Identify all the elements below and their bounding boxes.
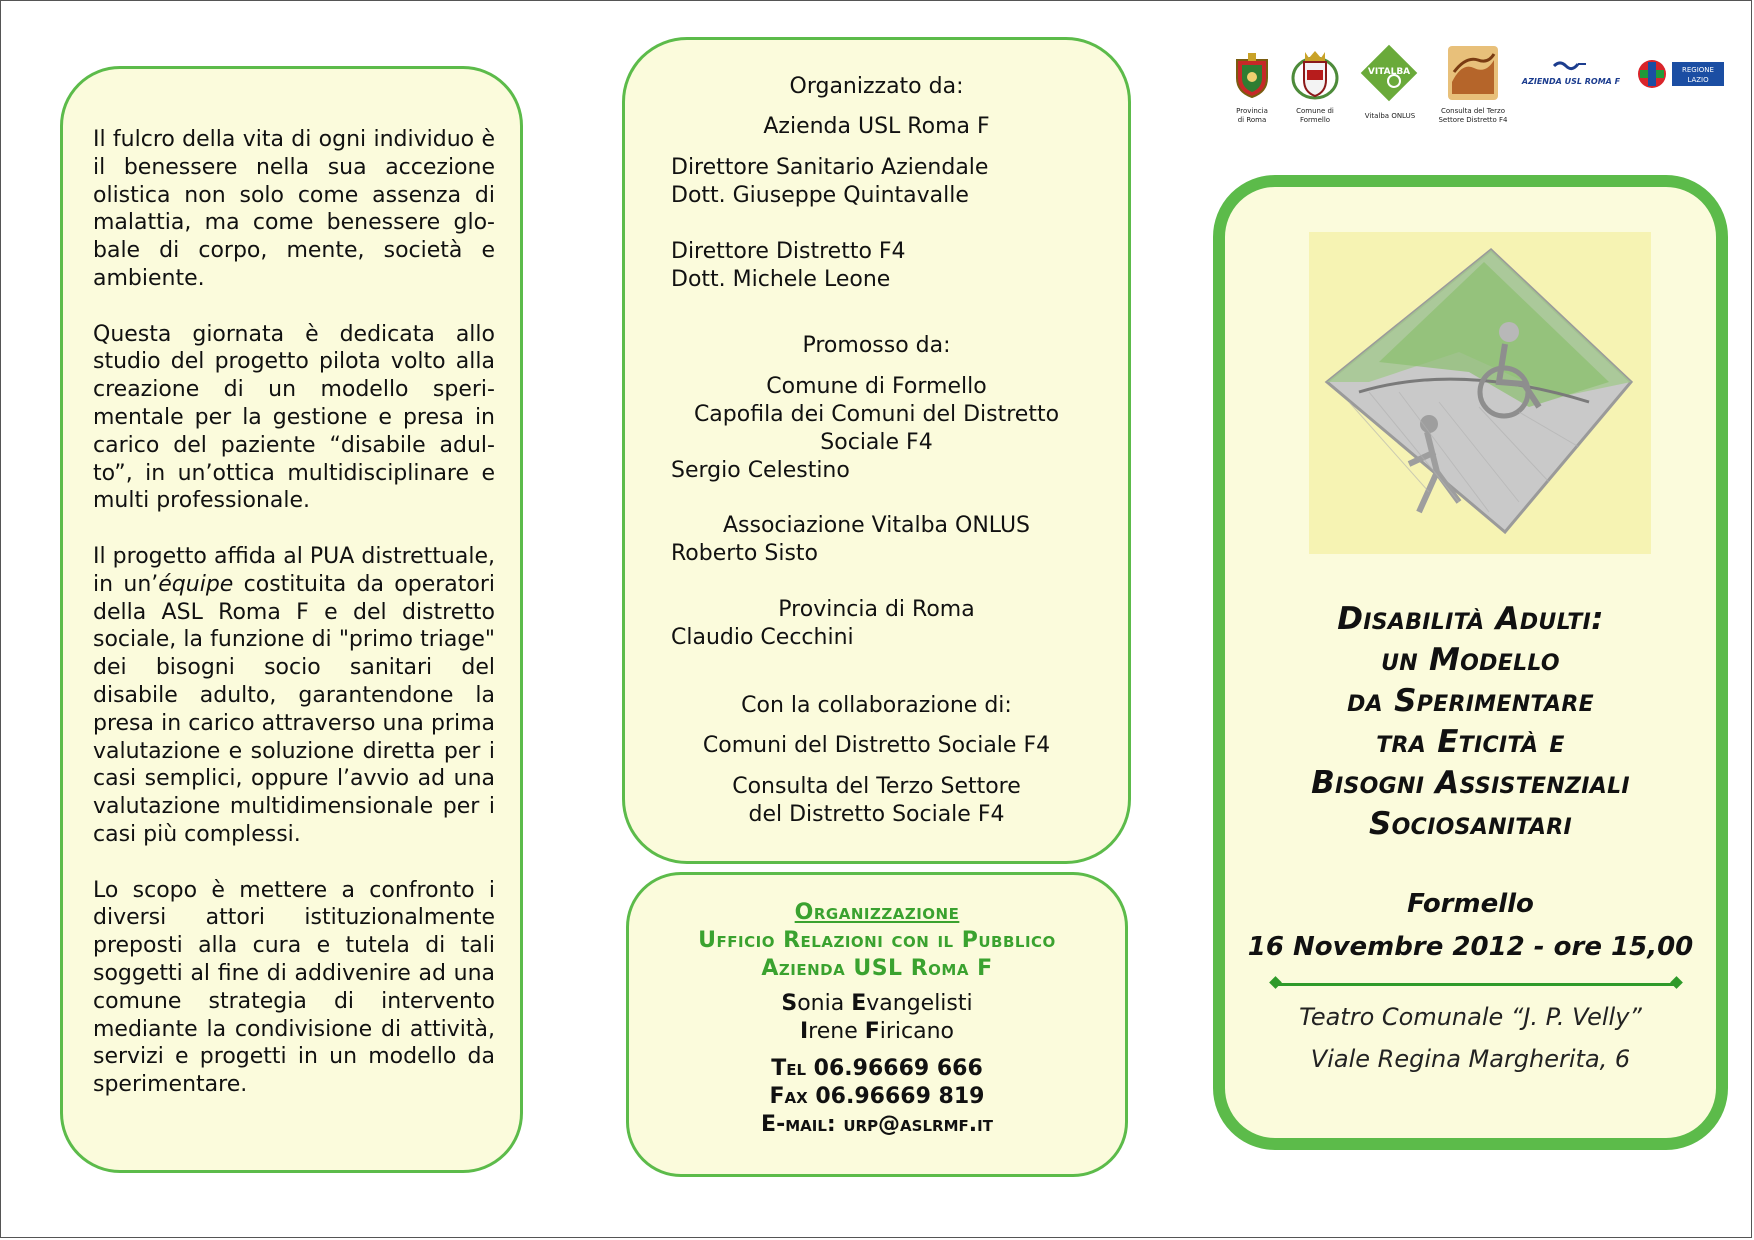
contact-fax: Fax 06.96669 819 <box>769 1084 985 1109</box>
event-address: Viale Regina Margherita, 6 <box>1310 1045 1631 1073</box>
comune-formello-logo <box>1290 46 1340 100</box>
regione-caption-1: REGIONE <box>1682 66 1714 74</box>
collaborator: Consulta del Terzo Settore <box>732 774 1021 799</box>
vitalba-caption: Vitalba ONLUS <box>1364 112 1416 120</box>
comune-caption-1: Comune di <box>1296 107 1334 115</box>
organized-heading: Organizzato da: <box>789 74 964 99</box>
organizer-role: Direttore Distretto F4 <box>671 239 906 264</box>
consulta-logo <box>1444 42 1502 104</box>
intro-panel <box>60 66 523 1173</box>
promoter-person: Sergio Celestino <box>671 458 850 483</box>
promoter-detail: Capofila dei Comuni del Distretto <box>693 402 1060 427</box>
contact-person: Sonia Evangelisti <box>781 991 973 1016</box>
disability-illustration-icon <box>1309 232 1651 554</box>
promoter-name: Comune di Formello <box>766 374 987 399</box>
organizers-panel <box>622 37 1131 864</box>
collaborator: Comuni del Distretto Sociale F4 <box>702 733 1051 758</box>
contact-phone: Tel 06.96669 666 <box>771 1056 983 1081</box>
event-title-line: Sociosanitari <box>1369 806 1572 842</box>
event-title-line: tra Eticità e <box>1376 724 1565 760</box>
event-title <box>1225 599 1716 845</box>
contact-heading: Organizzazione <box>794 900 960 925</box>
asl-roma-f-logo <box>1516 58 1626 88</box>
vitalba-logo <box>1360 44 1418 102</box>
promoter-name: Provincia di Roma <box>778 597 975 622</box>
intro-text <box>93 126 495 1127</box>
event-title-line: Bisogni Assistenziali <box>1311 765 1630 801</box>
asl-logo-text: AZIENDA USL ROMA F <box>1521 77 1621 86</box>
contact-office: Ufficio Relazioni con il Pubblico <box>698 928 1056 953</box>
event-title-line: da Sperimentare <box>1347 683 1594 719</box>
provincia-roma-logo <box>1231 50 1273 98</box>
event-date: 16 Novembre 2012 - ore 15,00 <box>1247 932 1694 962</box>
regione-lazio-logo <box>1634 56 1726 92</box>
provincia-caption-2: di Roma <box>1237 116 1267 124</box>
event-place: Formello <box>1407 889 1534 919</box>
contact-panel <box>626 872 1128 1177</box>
comune-caption-2: Formello <box>1299 116 1331 124</box>
event-title-line: Disabilità Adulti: <box>1337 601 1604 637</box>
intro-paragraph: Il fulcro della vita di ogni individuo è il benessere nella sua accezione olistica non solo come assenza di malattia, ma come benessere globale di corpo, mente, società e ambiente. <box>93 127 495 291</box>
provincia-caption-1: Provincia <box>1236 107 1268 115</box>
contact-agency: Azienda USL Roma F <box>761 956 993 981</box>
consulta-caption-2: Settore Distretto F4 <box>1438 116 1508 124</box>
promoter-detail: Sociale F4 <box>820 430 933 455</box>
divider-line <box>1276 983 1676 986</box>
event-title-line: un Modello <box>1381 642 1560 678</box>
regione-caption-2: LAZIO <box>1687 76 1709 84</box>
organizer-person: Dott. Michele Leone <box>671 267 891 292</box>
promoter-name: Associazione Vitalba ONLUS <box>722 513 1031 538</box>
promoted-heading: Promosso da: <box>802 333 951 358</box>
collaborator: del Distretto Sociale F4 <box>748 802 1005 827</box>
collaboration-heading: Con la collaborazione di: <box>741 693 1012 718</box>
contact-person: Irene Firicano <box>799 1019 955 1044</box>
intro-paragraph: Questa giornata è dedicata allo studio del progetto pilota volto alla creazione di un modello sperimentale per la gestione e presa in carico del paziente “disabile adulto”, in un’ottica multidisciplinare e multi professionale. <box>93 321 495 514</box>
organizer-person: Dott. Giuseppe Quintavalle <box>671 183 969 208</box>
cover-illustration <box>1309 232 1651 554</box>
promoter-person: Roberto Sisto <box>671 541 819 566</box>
cover-panel <box>1213 175 1728 1150</box>
promoter-person: Claudio Cecchini <box>671 625 854 650</box>
intro-paragraph: Il progetto affida al PUA distrettuale, in un’équipe costituita da operatori della ASL Roma F e del distretto sociale, la funzione di "primo triage" dei bisogni socio sanitari del disabile adulto, garantendone la presa in carico attraverso una prima valutazione e soluzione diretta per i casi semplici, oppure l’avvio ad una valutazione multidimensionale per i casi più complessi. <box>93 543 496 847</box>
intro-paragraph: Lo scopo è mettere a confronto i diversi attori istituzionalmente preposti alla cura e tutela di tali soggetti al fine di addivenire ad una comune strategia di intervento mediante la condivisione di attività, servizi e progetti in un modello da sperimentare. <box>93 877 495 1098</box>
organizer-role: Direttore Sanitario Aziendale <box>671 155 989 180</box>
svg-text:VITALBA: VITALBA <box>1367 67 1411 77</box>
organizer-name: Azienda USL Roma F <box>763 114 990 139</box>
contact-email[interactable]: E-mail: urp@aslrmf.it <box>761 1112 993 1137</box>
consulta-caption-1: Consulta del Terzo <box>1440 107 1506 115</box>
event-venue: Teatro Comunale “J. P. Velly” <box>1299 1003 1642 1031</box>
